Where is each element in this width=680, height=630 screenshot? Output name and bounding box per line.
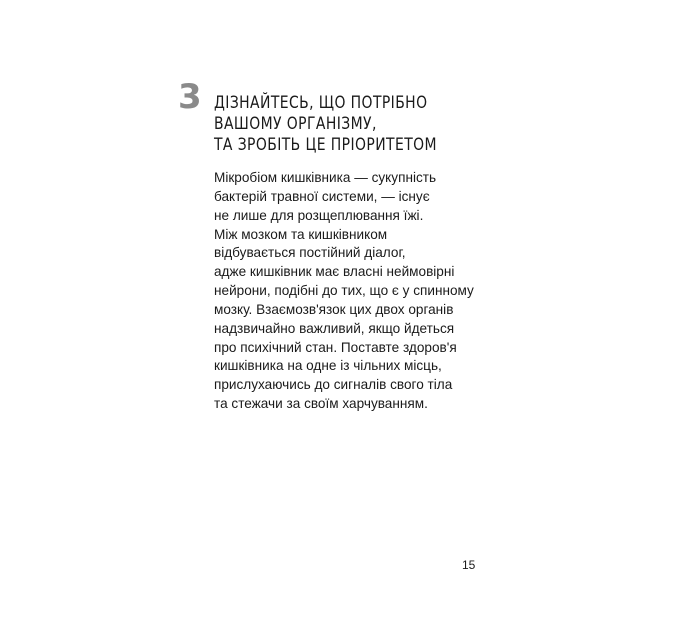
- section-heading: [214, 93, 437, 156]
- body-line: Мікробіом кишківника — сукупність: [214, 170, 437, 185]
- body-line: прислухаючись до сигналів свого тіла: [214, 377, 453, 393]
- body-line: кишківника на одне із чільних місць,: [214, 358, 442, 374]
- body-line: мозку. Взаємозв'язок цих двох органів: [214, 301, 454, 317]
- body-line: бактерій травної системи, — існує: [214, 188, 430, 204]
- body-line: та стежачи за своїм харчуванням.: [214, 396, 428, 412]
- body-line: адже кишківник має власні неймовірні: [214, 264, 455, 280]
- heading-line: ТА ЗРОБІТЬ ЦЕ ПРІОРИТЕТОМ: [214, 135, 437, 155]
- body-paragraph: [214, 169, 504, 414]
- body-line: про психічний стан. Поставте здоров'я: [214, 339, 457, 355]
- body-line: не лише для розщеплювання їжі.: [214, 207, 424, 223]
- body-line: Між мозком та кишківником: [214, 226, 388, 242]
- page-number: 15: [462, 558, 476, 572]
- body-line: нейрони, подібні до тих, що є у спинному: [214, 283, 474, 299]
- heading-line: ДІЗНАЙТЕСЬ, ЩО ПОТРІБНО: [214, 93, 428, 113]
- heading-line: ВАШОМУ ОРГАНІЗМУ,: [214, 114, 377, 134]
- body-line: відбувається постійний діалог,: [214, 245, 406, 261]
- body-line: надзвичайно важливий, якщо йдеться: [214, 320, 455, 336]
- section-number: 3: [178, 77, 202, 117]
